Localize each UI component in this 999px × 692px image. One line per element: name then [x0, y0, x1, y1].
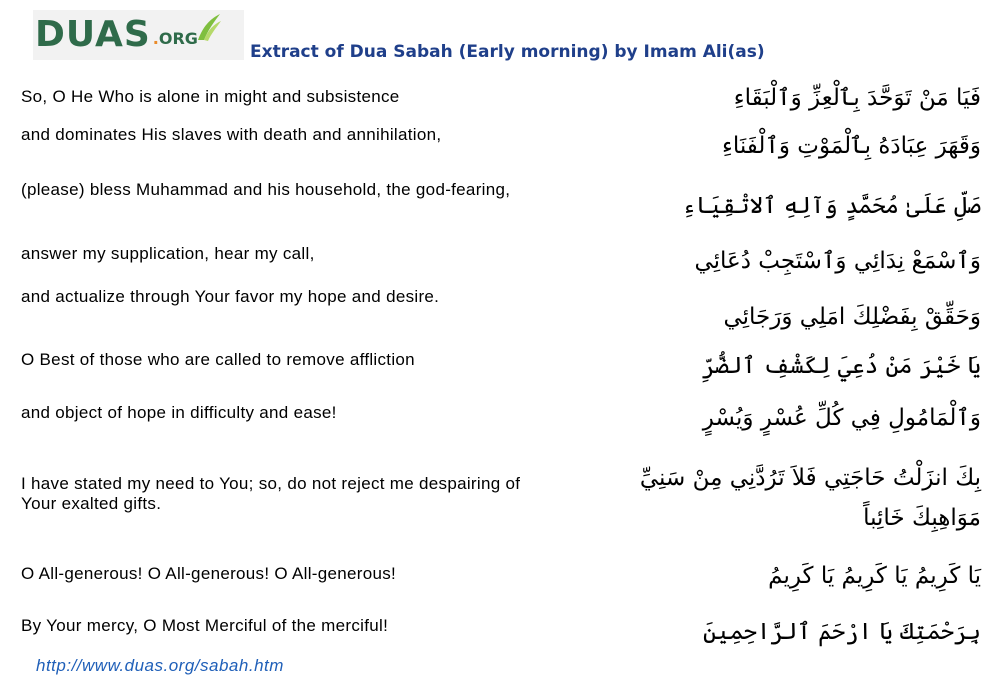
logo-wordmark: DUAS — [35, 14, 151, 55]
verse-arabic-6: يَا خَيْرَ مَنْ دُعِيَ لِكَشْفِ ٱلضُّرِّ — [701, 353, 981, 379]
verse-english-3: (please) bless Muhammad and his household, the god-fearing, — [21, 180, 511, 199]
verse-arabic-7: وَٱلْمَامُولِ فِي كُلِّ عُسْرٍ وَيُسْرٍ — [702, 405, 981, 431]
verse-english-5: and actualize through Your favor my hope and desire. — [21, 287, 440, 306]
logo-dot: . — [152, 29, 159, 48]
verse-arabic-2: وَقَهَرَ عِبَادَهُ بِٱلْمَوْتِ وَٱلْفَنَاءِ — [722, 133, 981, 159]
verse-arabic-10: بِرَحْمَتِكَ يَا ارْحَمَ ٱلرَّاحِمِينَ — [703, 619, 981, 645]
logo-tld: ORG — [158, 29, 198, 48]
verse-english-10: By Your mercy, O Most Merciful of the merciful! — [21, 616, 389, 635]
verse-arabic-5: وَحَقِّقْ بِفَضْلِكَ امَلِي وَرَجَائِي — [723, 304, 981, 330]
verse-arabic-3: صَلِّ عَلَىٰ مُحَمَّدٍ وَآلِهِ ٱلاتْقِيَاءِ — [682, 193, 981, 219]
verse-english-2: and dominates His slaves with death and annihilation, — [21, 125, 442, 144]
verse-arabic-9: يَا كَرِيمُ يَا كَرِيمُ يَا كَرِيمُ — [768, 563, 981, 589]
verse-arabic-1: فَيَا مَنْ تَوَحَّدَ بِٱلْعِزِّ وَٱلْبَقَاءِ — [733, 85, 981, 111]
verse-english-9: O All-generous! O All-generous! O All-generous! — [21, 564, 397, 583]
verse-english-6: O Best of those who are called to remove affliction — [21, 350, 415, 369]
verse-english-4: answer my supplication, hear my call, — [21, 244, 315, 263]
verse-arabic-8: بِكَ انزَلْتُ حَاجَتِي فَلاَ تَرُدَّنِي مِنْ سَنِيِّ مَوَاهِبِكَ خَائِباً — [639, 465, 981, 531]
page-title: Extract of Dua Sabah (Early morning) by Imam Ali(as) — [250, 42, 765, 62]
verse-english-8: I have stated my need to You; so, do not reject me despairing of Your exalted gifts. — [21, 474, 521, 513]
verse-english-1: So, O He Who is alone in might and subsistence — [21, 87, 400, 106]
verse-arabic-4: وَٱسْمَعْ نِدَائِي وَٱسْتَجِبْ دُعَائِي — [694, 248, 981, 274]
verse-english-7: and object of hope in difficulty and ease! — [21, 403, 337, 422]
source-url-link[interactable]: http://www.duas.org/sabah.htm — [36, 656, 284, 675]
